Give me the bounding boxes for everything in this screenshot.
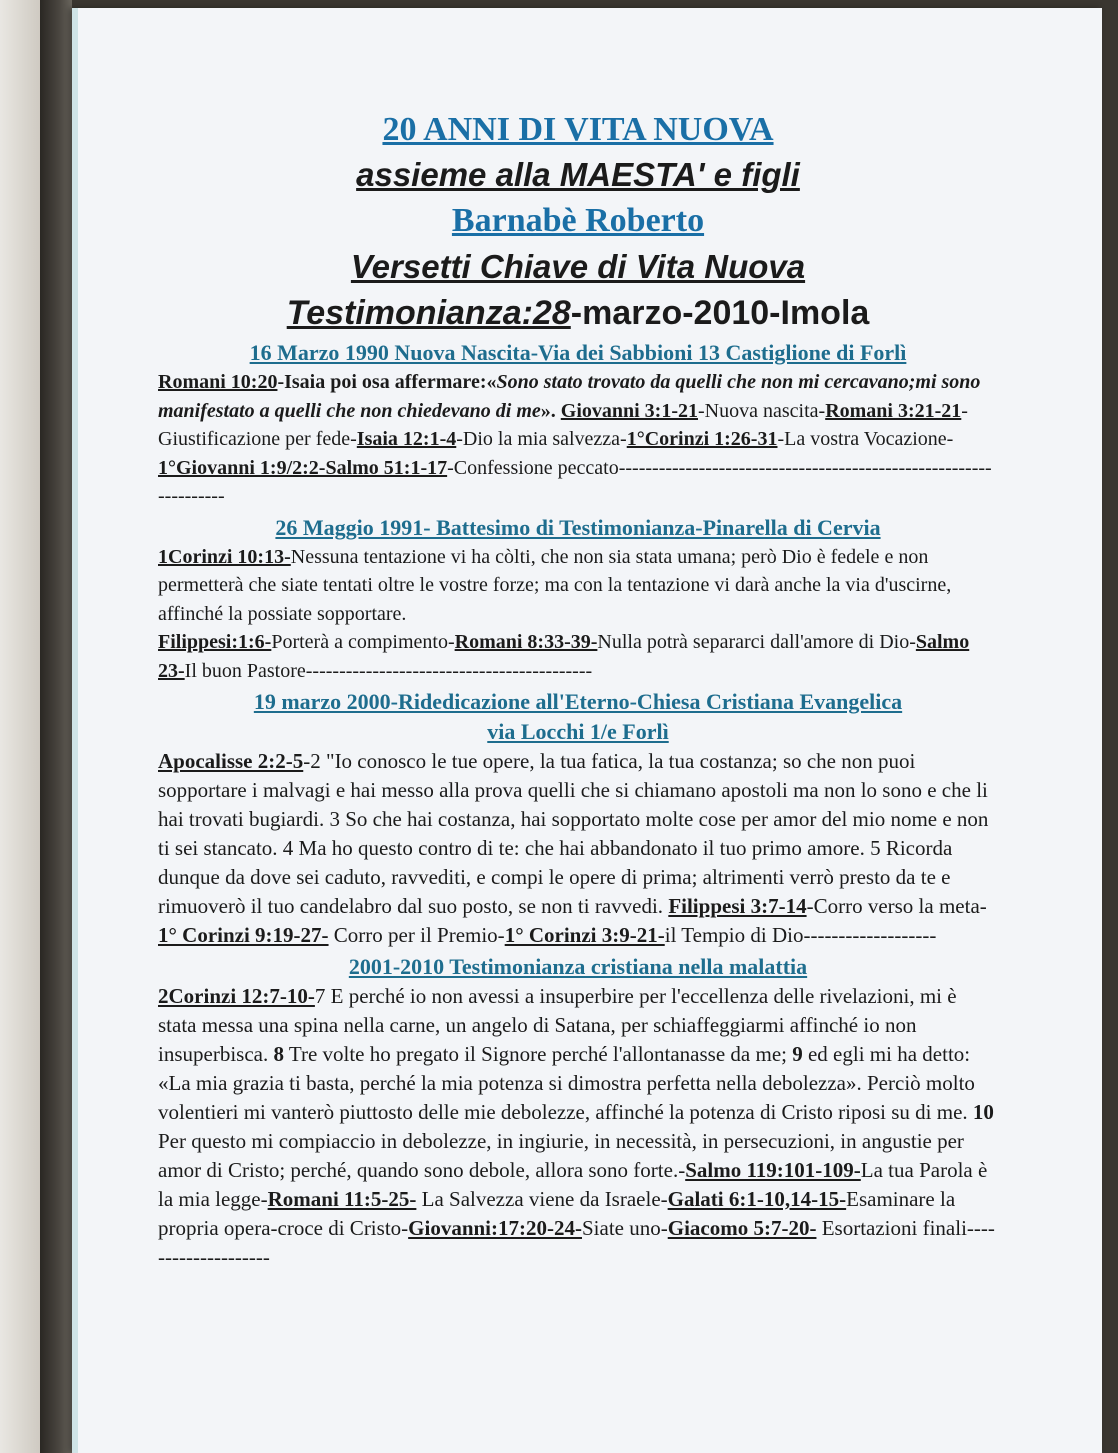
section-4-heading: 2001-2010 Testimonianza cristiana nella malattia [348, 954, 808, 979]
verse-ref: Romani 8:33-39- [454, 631, 598, 653]
verse-ref: Romani 11:5-25- [267, 1187, 417, 1211]
body-text: Siate uno- [582, 1216, 668, 1240]
body-text: Nessuna tentazione vi ha còlti, che non sia stata umana; però Dio è fedele e non permetterà che siate tentati oltre le vostre forze; ma con la tentazione vi darà anche la via d'uscirne, affinché la possiate sopportare. [158, 545, 952, 625]
verse-ref: Filippesi:1:6- [158, 631, 272, 653]
binder-spine [40, 0, 72, 1453]
body-text: il Tempio di Dio------------------- [664, 923, 937, 947]
body-text: 7 E perché io non avessi a insuperbire per l'eccellenza delle rivelazioni, mi è stata messa una spina nella carne, un angelo di Satana, per schiaffeggiarmi affinché io non insuperbisca. [158, 984, 957, 1066]
section-3-heading [158, 687, 998, 747]
title-line-2: assieme alla MAESTA' e figli [356, 156, 800, 193]
body-text: -Nuova nascita- [698, 399, 826, 422]
title-line-5-italic: Testimonianza:28 [286, 294, 571, 332]
body-text: -Corro verso la meta- [806, 894, 987, 918]
verse-number: 10 [972, 1100, 994, 1124]
verse-ref: Giovanni:17:20-24- [408, 1216, 582, 1240]
verse-ref: Salmo 119:101-109- [685, 1158, 861, 1182]
body-text: Per questo mi compiaccio in debolezze, in ingiurie, in necessità, in persecuzioni, in angustie per amor di Cristo; perché, quando sono debole, allora sono forte.- [158, 1129, 964, 1182]
section-1-heading: 16 Marzo 1990 Nuova Nascita-Via dei Sabbioni 13 Castiglione di Forlì [249, 340, 907, 365]
body-text: Corro per il Premio- [328, 923, 505, 947]
body-text: -Isaia poi osa affermare:« [277, 371, 497, 393]
verse-ref: 1Corinzi 10:13- [158, 545, 291, 568]
body-text: Tre volte ho pregato il Signore perché l'allontanasse da me; [283, 1042, 793, 1066]
body-text: Porterà a compimento- [271, 631, 455, 653]
verse-ref: Romani 3:21-21 [825, 399, 962, 422]
body-text: ». [540, 399, 561, 422]
title-line-5 [158, 290, 998, 336]
section-1-body [158, 368, 998, 511]
section-4-body [158, 982, 998, 1272]
verse-ref: 1°Corinzi 1:26-31 [626, 428, 778, 450]
body-text: Nulla potrà separarci dall'amore di Dio- [597, 631, 916, 653]
body-text: La tua Parola è la mia legge- [158, 1158, 988, 1211]
verse-ref: 1° Corinzi 9:19-27- [158, 923, 329, 947]
title-line-1: 20 ANNI DI VITA NUOVA [382, 111, 774, 148]
verse-ref: Isaia 12:1-4 [356, 428, 457, 450]
document-sheet [72, 8, 1102, 1453]
section-3-heading-line-1: 19 marzo 2000-Ridedicazione all'Eterno-Chiesa Cristiana Evangelica [253, 689, 903, 714]
left-page-edge [0, 0, 40, 1453]
body-text: -La vostra Vocazione- [777, 428, 954, 450]
body-text: Esortazioni finali-------------------- [158, 1216, 995, 1269]
title-line-3: Barnabè Roberto [451, 202, 705, 239]
verse-ref: 1° Corinzi 3:9-21- [504, 923, 665, 947]
verse-ref: Apocalisse 2:2-5 [158, 749, 304, 773]
verse-number: 8 [273, 1042, 284, 1066]
quote-text: Sono stato trovato da quelli che non mi cercavano;mi sono manifestato a quelli che non chiedevano di me [158, 371, 981, 422]
verse-ref: Salmo 23- [158, 631, 970, 682]
section-2-heading: 26 Maggio 1991- Battesimo di Testimonianza-Pinarella di Cervia [275, 514, 881, 540]
verse-ref: Giacomo 5:7-20- [667, 1216, 817, 1240]
body-text: -2 "Io conosco le tue opere, la tua fatica, la tua costanza; so che non puoi sopportare i malvagi e hai messo alla prova quelli che si chiamano apostoli ma non lo sono e che li hai trovati bugiardi. 3 So che hai costanza, hai sopportato molte cose per amor del mio nome e non ti sei stancato. 4 Ma ho questo contro di te: che hai abbandonato il tuo primo amore. 5 Ricorda dunque da dove sei caduto, ravvediti, e compi le opere di prima; altrimenti verrò presto da te e rimuoverò il tuo candelabro dal suo posto, se non ti ravvedi. [158, 749, 989, 918]
verse-ref: Galati 6:1-10,14-15- [667, 1187, 847, 1211]
body-text: ed egli mi ha detto: «La mia grazia ti basta, perché la mia potenza si dimostra perfetta nella debolezza». Perciò molto volentieri mi vanterò piuttosto delle mie debolezze, affinché la potenza di Cristo riposi su di me. [158, 1042, 975, 1124]
section-3-body [158, 747, 998, 950]
title-line-4: Versetti Chiave di Vita Nuova [350, 248, 806, 285]
verse-ref: 2Corinzi 12:7-10- [158, 984, 315, 1008]
verse-ref: 1°Giovanni 1:9/2:2-Salmo 51:1-17 [158, 456, 448, 479]
body-text: -Confessione peccato------------------------------------------------------------------ [158, 456, 992, 507]
body-text: La Salvezza viene da Israele- [416, 1187, 668, 1211]
document-content [158, 108, 998, 1272]
section-2-body [158, 543, 998, 686]
body-text: -Dio la mia salvezza- [456, 428, 627, 450]
verse-ref: Romani 10:20 [158, 371, 278, 393]
verse-number: 9 [792, 1042, 803, 1066]
body-text: -Giustificazione per fede- [158, 399, 968, 450]
verse-ref: Filippesi 3:7-14 [668, 894, 807, 918]
verse-ref: Giovanni 3:1-21 [560, 399, 699, 422]
body-text: Il buon Pastore------------------------------------------- [184, 659, 593, 682]
body-text: Esaminare la propria opera-croce di Cristo- [158, 1187, 956, 1240]
title-line-5-rest: -marzo-2010-Imola [570, 294, 870, 332]
section-3-heading-line-2: via Locchi 1/e Forlì [487, 719, 669, 744]
